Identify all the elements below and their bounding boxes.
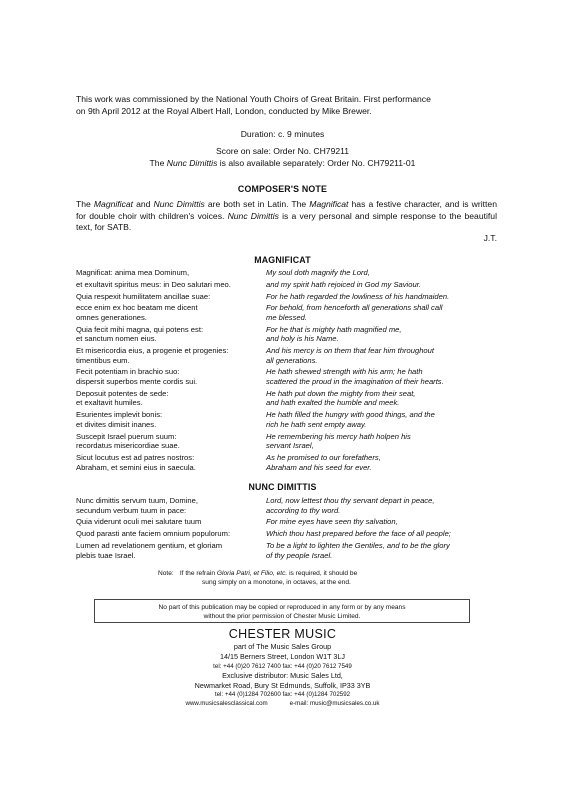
verse-row (76, 432, 501, 453)
verse-row (76, 496, 501, 517)
latin-text (76, 268, 266, 280)
english-text (266, 325, 501, 346)
english-line: scattered the proud in the imagination of their hearts. (266, 377, 444, 387)
english-line: My soul doth magnify the Lord, (266, 268, 370, 277)
latin-line: Fecit potentiam in brachio suo: (76, 367, 180, 377)
english-text (266, 453, 501, 474)
magnificat-heading: MAGNIFICAT (254, 255, 311, 265)
english-text (266, 367, 501, 388)
latin-text (76, 389, 266, 410)
latin-line: Quod parasti ante faciem omnium populorum: (76, 529, 231, 539)
latin-line: plebis tuae Israel. (76, 550, 136, 560)
distributor-address: Newmarket Road, Bury St Edmunds, Suffolk, IP33 3YB (194, 681, 371, 690)
nunc-order-number: The Nunc Dimittis is also available separately: Order No. CH79211-01 (149, 158, 416, 168)
verse-row (76, 303, 501, 324)
english-line: As he promised to our forefathers, (266, 452, 381, 462)
latin-line: Abraham, et semini eius in saecula. (76, 462, 196, 472)
english-text (266, 517, 501, 529)
latin-text (76, 517, 266, 529)
english-text (266, 292, 501, 304)
publisher-email[interactable]: e-mail: music@musicsales.co.uk (289, 700, 380, 707)
english-text (266, 410, 501, 431)
latin-line: et exultavit spiritus meus: in Deo salutari meo. (76, 279, 231, 289)
verse-row (76, 389, 501, 410)
verse-row (76, 346, 501, 367)
distributor-line: Exclusive distributor: Music Sales Ltd, (222, 671, 343, 680)
english-text (266, 541, 501, 562)
latin-line: Sicut locutus est ad patres nostros: (76, 452, 195, 462)
latin-text (76, 367, 266, 388)
english-line: He hath filled the hungry with good things, and the (266, 410, 435, 420)
english-line: For he that is mighty hath magnified me, (266, 324, 402, 334)
english-line: Lord, now lettest thou thy servant depart in peace, (266, 496, 435, 505)
latin-line: et divites dimisit inanes. (76, 419, 157, 429)
english-line: me blessed. (266, 312, 307, 322)
english-line: according to thy word. (266, 505, 341, 515)
magnificat-verses (76, 268, 501, 474)
commission-line-2: on 9th April 2012 at the Royal Albert Hall, London, conducted by Mike Brewer. (76, 105, 372, 116)
copyright-line-1: No part of this publication may be copied or reproduced in any form or by any means (158, 604, 406, 611)
performance-note-line-2: sung simply on a monotone, in octaves, at the end. (202, 578, 351, 586)
english-line: and hath exalted the humble and meek. (266, 398, 400, 408)
latin-line: Quia fecit mihi magna, qui potens est: (76, 324, 204, 334)
english-line: To be a light to lighten the Gentiles, and to be the glory (266, 540, 450, 550)
latin-line: secundum verbum tuum in pace: (76, 505, 187, 515)
latin-line: dispersit superbos mente cordis sui. (76, 377, 198, 387)
latin-line: Nunc dimittis servum tuum, Domine, (76, 496, 198, 505)
english-line: and holy is his Name. (266, 334, 339, 344)
latin-line: timentibus eum. (76, 355, 130, 365)
distributor-phone: tel: +44 (0)1284 702600 fax: +44 (0)1284 702592 (214, 691, 351, 698)
english-text (266, 303, 501, 324)
latin-line: et sanctum nomen eius. (76, 334, 157, 344)
latin-text (76, 432, 266, 453)
nunc-dimittis-text-table (76, 496, 501, 562)
publisher-phone: tel: +44 (0)20 7612 7400 fax: +44 (0)20 7612 7549 (213, 663, 352, 670)
latin-line: Quia viderunt oculi mei salutare tuum (76, 517, 202, 527)
latin-text (76, 325, 266, 346)
verse-row (76, 280, 501, 292)
latin-text (76, 529, 266, 541)
latin-text (76, 292, 266, 304)
english-line: He remembering his mercy hath holpen his (266, 431, 411, 441)
nunc-dimittis-heading: NUNC DIMITTIS (248, 482, 317, 492)
latin-line: omnes generationes. (76, 312, 147, 322)
verse-row (76, 367, 501, 388)
duration: Duration: c. 9 minutes (240, 129, 325, 139)
composer-initials: J.T. (483, 233, 497, 243)
verse-row (76, 453, 501, 474)
magnificat-text-table (76, 268, 501, 474)
english-line: and my spirit hath rejoiced in God my Saviour. (266, 279, 422, 289)
english-text (266, 389, 501, 410)
english-text (266, 432, 501, 453)
latin-text (76, 496, 266, 517)
verse-row (76, 541, 501, 562)
latin-line: et exaltavit humiles. (76, 398, 143, 408)
latin-text (76, 346, 266, 367)
publisher-website[interactable]: www.musicsalesclassical.com (185, 700, 268, 707)
english-line: rich he hath sent empty away. (266, 419, 367, 429)
commission-text (76, 94, 496, 117)
verse-row (76, 529, 501, 541)
composers-note-heading: COMPOSER'S NOTE (237, 184, 328, 194)
latin-line: Deposuit potentes de sede: (76, 388, 169, 398)
english-line: And his mercy is on them that fear him throughout (266, 346, 434, 356)
latin-line: ecce enim ex hoc beatam me dicent (76, 303, 198, 313)
english-line: Abraham and his seed for ever. (266, 462, 372, 472)
latin-line: Et misericordia eius, a progenie et progenies: (76, 346, 229, 356)
english-text (266, 529, 501, 541)
publisher-address: 14/15 Berners Street, London W1T 3LJ (220, 652, 345, 661)
verse-row (76, 517, 501, 529)
english-text (266, 268, 501, 280)
latin-line: recordatus misericordiae suae. (76, 441, 180, 451)
latin-line: Lumen ad revelationem gentium, et gloriam (76, 540, 223, 550)
english-line: all generations. (266, 355, 318, 365)
publisher-contacts (0, 699, 565, 708)
latin-text (76, 453, 266, 474)
english-line: He hath shewed strength with his arm; he hath (266, 367, 423, 377)
publisher-group: part of The Music Sales Group (233, 642, 332, 651)
commission-line-1: This work was commissioned by the National Youth Choirs of Great Britain. First performance (76, 94, 431, 104)
performance-note-line-1: Note: If the refrain Gloria Patri, et Filio, etc. is required, it should be (158, 570, 358, 577)
composers-note-text: The Magnificat and Nunc Dimittis are both set in Latin. The Magnificat has a festive character, and is written for double choir with children's voices. Nunc Dimittis is a very personal and simple response to the beautiful text, for SATB. (76, 199, 497, 232)
english-text (266, 496, 501, 517)
english-line: of thy people Israel. (266, 550, 333, 560)
english-line: For he hath regarded the lowliness of his handmaiden. (266, 291, 450, 301)
copyright-line-2: without the prior permission of Chester Music Limited. (203, 613, 361, 620)
score-order-number: Score on sale: Order No. CH79211 (215, 146, 350, 156)
english-text (266, 280, 501, 292)
performance-note (158, 570, 478, 587)
latin-line: Suscepit Israel puerum suum: (76, 431, 177, 441)
latin-text (76, 303, 266, 324)
verse-row (76, 268, 501, 280)
latin-line: Quia respexit humilitatem ancillae suae: (76, 291, 211, 301)
english-line: For behold, from henceforth all generations shall call (266, 303, 443, 313)
verse-row (76, 410, 501, 431)
nunc-dimittis-verses (76, 496, 501, 562)
verse-row (76, 325, 501, 346)
publisher-name: CHESTER MUSIC (228, 627, 337, 641)
english-line: For mine eyes have seen thy salvation, (266, 517, 398, 527)
latin-line: Magnificat: anima mea Dominum, (76, 268, 190, 277)
english-line: He hath put down the mighty from their seat, (266, 388, 416, 398)
copyright-notice-box (94, 599, 470, 623)
note-label: Note: (158, 570, 174, 577)
latin-text (76, 280, 266, 292)
english-line: servant Israel, (266, 441, 314, 451)
latin-line: Esurientes implevit bonis: (76, 410, 163, 420)
english-line: Which thou hast prepared before the face of all people; (266, 529, 451, 539)
verse-row (76, 292, 501, 304)
latin-text (76, 541, 266, 562)
english-text (266, 346, 501, 367)
latin-text (76, 410, 266, 431)
